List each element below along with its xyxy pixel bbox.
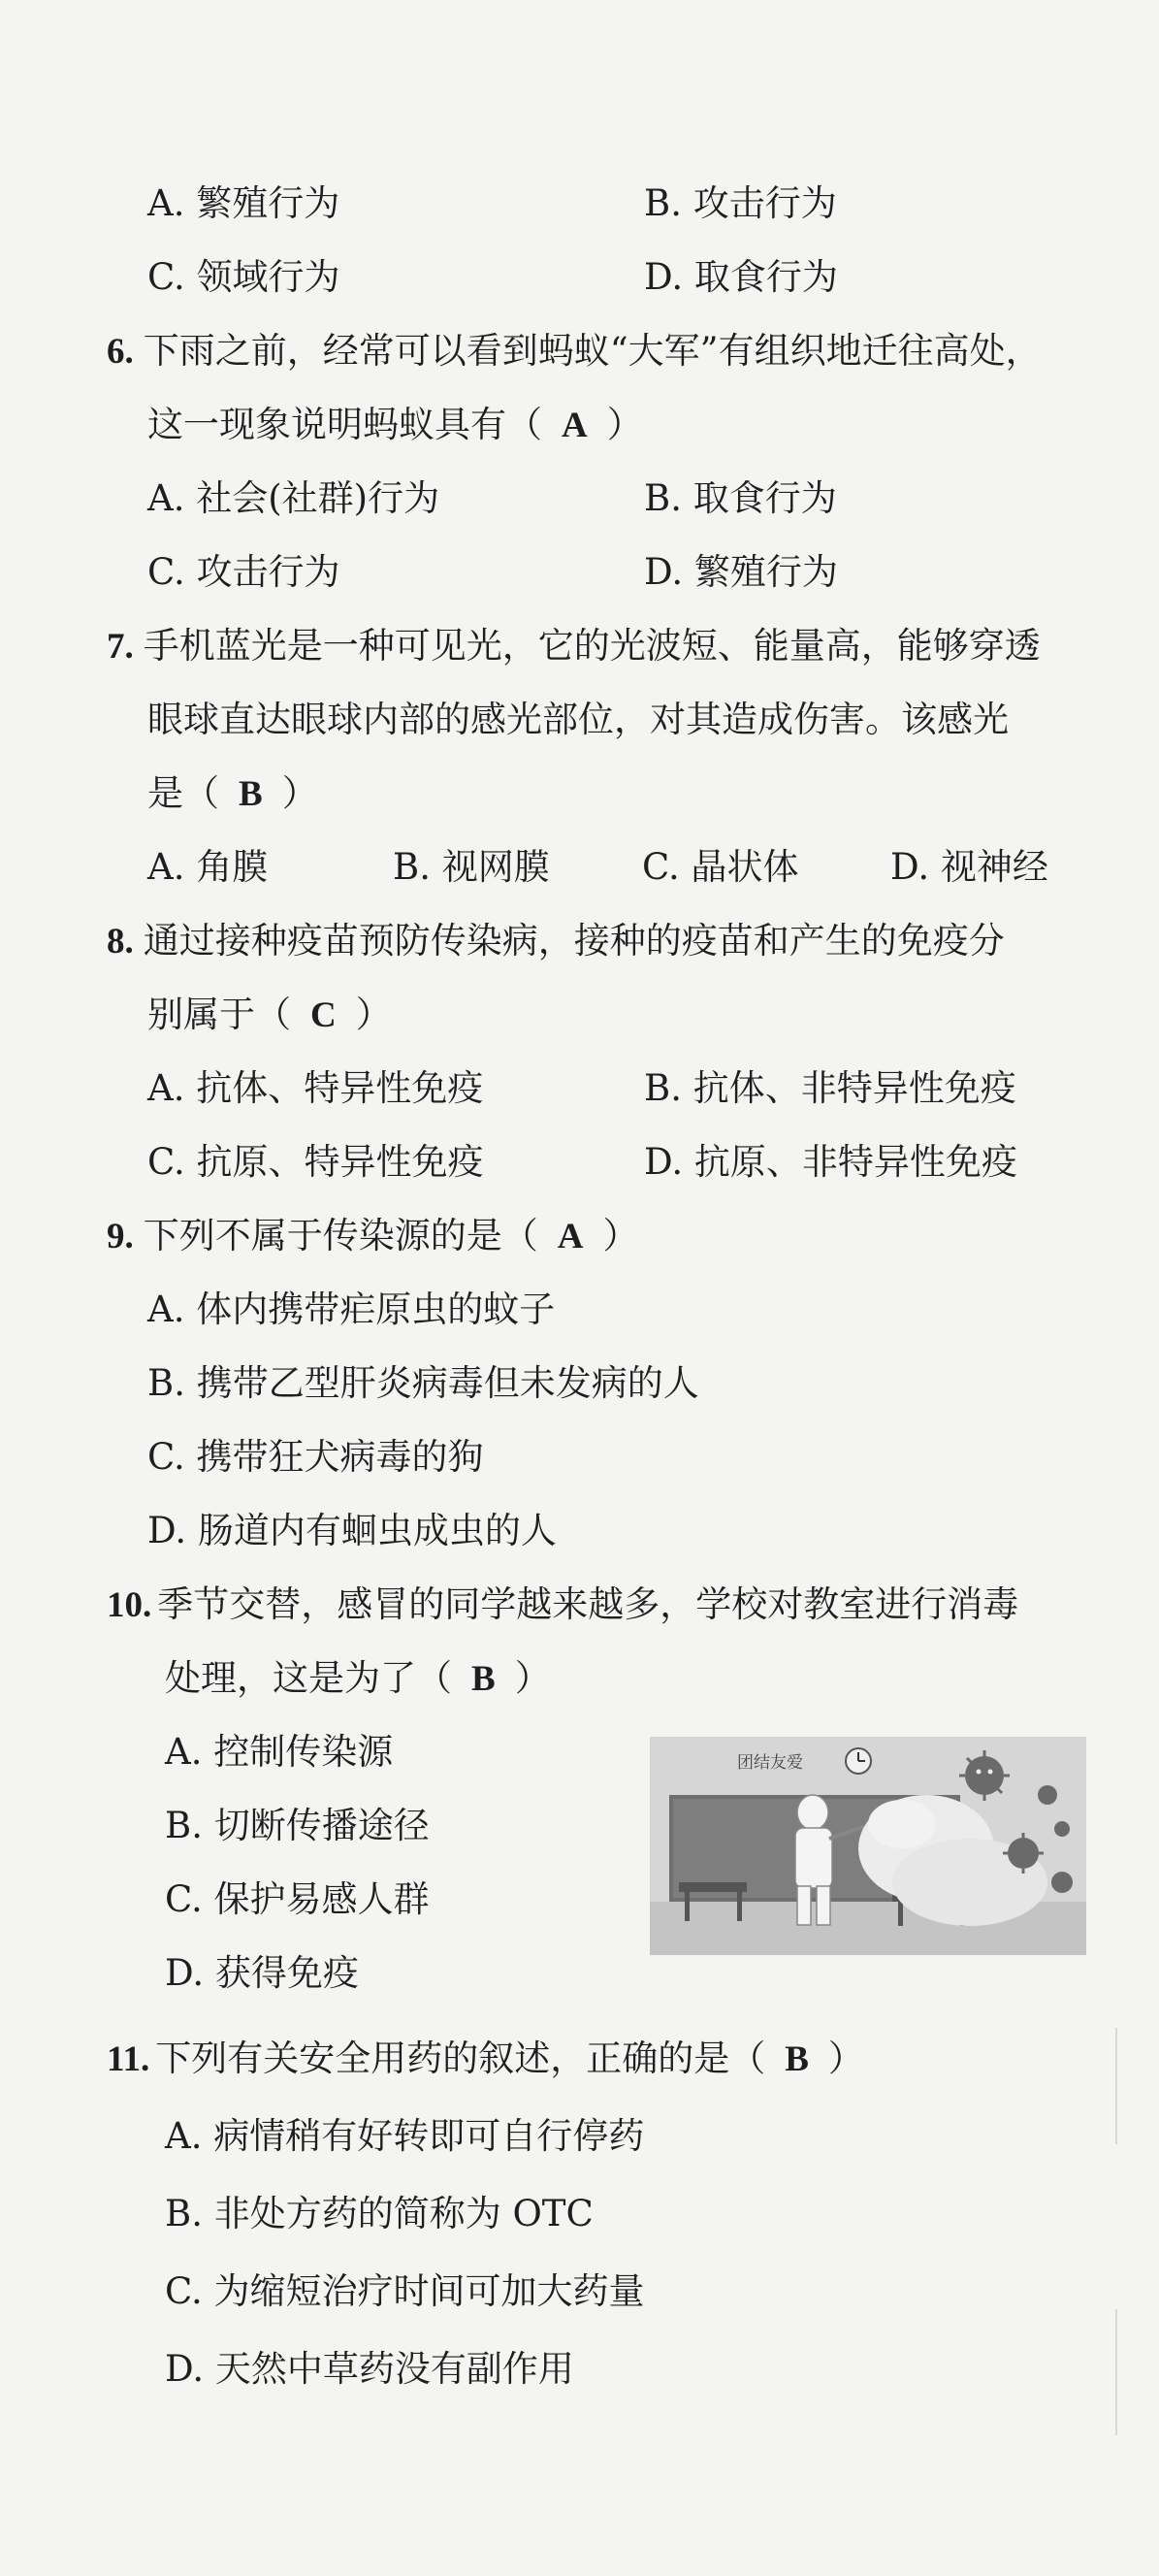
- q9-number: 9.: [107, 1217, 134, 1256]
- q5-option-c: C. 领域行为: [147, 256, 340, 298]
- q6-option-d: D. 繁殖行为: [644, 551, 838, 593]
- q10-number: 10.: [107, 1585, 152, 1625]
- q7-number: 7.: [107, 627, 134, 667]
- q9-option-c: C. 携带狂犬病毒的狗: [147, 1436, 484, 1478]
- q6-option-a: A. 社会(社群)行为: [147, 477, 440, 519]
- q10-stem-line2: 处理，这是为了（ B ）: [165, 1657, 551, 1699]
- q7-stem-line1: 7. 手机蓝光是一种可见光，它的光波短、能量高，能够穿透: [107, 625, 1041, 667]
- q8-option-d: D. 抗原、非特异性免疫: [644, 1141, 1017, 1183]
- q8-number: 8.: [107, 922, 134, 962]
- q8-stem-line1: 8. 通过接种疫苗预防传染病，接种的疫苗和产生的免疫分: [107, 920, 1005, 962]
- q6-stem-line2: 这一现象说明蚂蚁具有（ A ）: [147, 404, 643, 445]
- q11-number: 11.: [107, 2039, 150, 2079]
- q7-option-c: C. 晶状体: [642, 846, 799, 888]
- q10-answer: B: [471, 1659, 496, 1699]
- q6-stem-line1: 6. 下雨之前，经常可以看到蚂蚁“大军”有组织地迁往高处，: [107, 330, 1042, 372]
- q11-option-a: A. 病情稍有好转即可自行停药: [165, 2115, 645, 2157]
- q7-option-d: D. 视神经: [890, 846, 1048, 888]
- q7-stem-line3: 是（ B ）: [147, 772, 318, 814]
- q5-option-b: B. 攻击行为: [644, 182, 837, 224]
- q7-option-b: B. 视网膜: [393, 846, 550, 888]
- scan-edge-mark: [1115, 2309, 1117, 2435]
- scan-edge-mark: [1115, 2028, 1117, 2144]
- q6-answer: A: [562, 406, 588, 445]
- q11-option-d: D. 天然中草药没有副作用: [165, 2348, 574, 2390]
- q10-option-b: B. 切断传播途径: [165, 1805, 430, 1846]
- q9-answer: A: [557, 1217, 584, 1256]
- q7-option-a: A. 角膜: [147, 846, 269, 888]
- q10-option-d: D. 获得免疫: [165, 1952, 359, 1994]
- q5-option-a: A. 繁殖行为: [147, 182, 340, 224]
- q9-option-d: D. 肠道内有蛔虫成虫的人: [147, 1510, 557, 1551]
- q9-option-b: B. 携带乙型肝炎病毒但未发病的人: [147, 1362, 699, 1404]
- q8-stem-line2: 别属于（ C ）: [147, 994, 392, 1035]
- q5-option-d: D. 取食行为: [644, 256, 838, 298]
- q8-option-c: C. 抗原、特异性免疫: [147, 1141, 484, 1183]
- q8-option-a: A. 抗体、特异性免疫: [147, 1067, 484, 1109]
- q9-option-a: A. 体内携带疟原虫的蚊子: [147, 1288, 556, 1330]
- q6-option-c: C. 攻击行为: [147, 551, 340, 593]
- q11-option-c: C. 为缩短治疗时间可加大药量: [165, 2270, 645, 2312]
- q11-answer: B: [785, 2039, 809, 2079]
- q7-answer: B: [239, 774, 263, 814]
- q9-stem-line1: 9. 下列不属于传染源的是（ A ）: [107, 1215, 639, 1256]
- q11-stem-line1: 11. 下列有关安全用药的叙述，正确的是（ B ）: [107, 2038, 864, 2079]
- q10-option-a: A. 控制传染源: [165, 1731, 394, 1773]
- q10-option-c: C. 保护易感人群: [165, 1878, 430, 1920]
- q10-stem-line1: 10. 季节交替，感冒的同学越来越多，学校对教室进行消毒: [107, 1583, 1019, 1625]
- q11-option-b: B. 非处方药的简称为 OTC: [165, 2193, 594, 2234]
- q8-answer: C: [310, 995, 337, 1035]
- banner-text: 团结友爱: [737, 1753, 803, 1773]
- disinfection-illustration: [650, 1737, 1086, 1955]
- q6-number: 6.: [107, 332, 134, 372]
- q7-stem-line2: 眼球直达眼球内部的感光部位，对其造成伤害。该感光: [147, 699, 1009, 740]
- q6-option-b: B. 取食行为: [644, 477, 837, 519]
- q8-option-b: B. 抗体、非特异性免疫: [644, 1067, 1016, 1109]
